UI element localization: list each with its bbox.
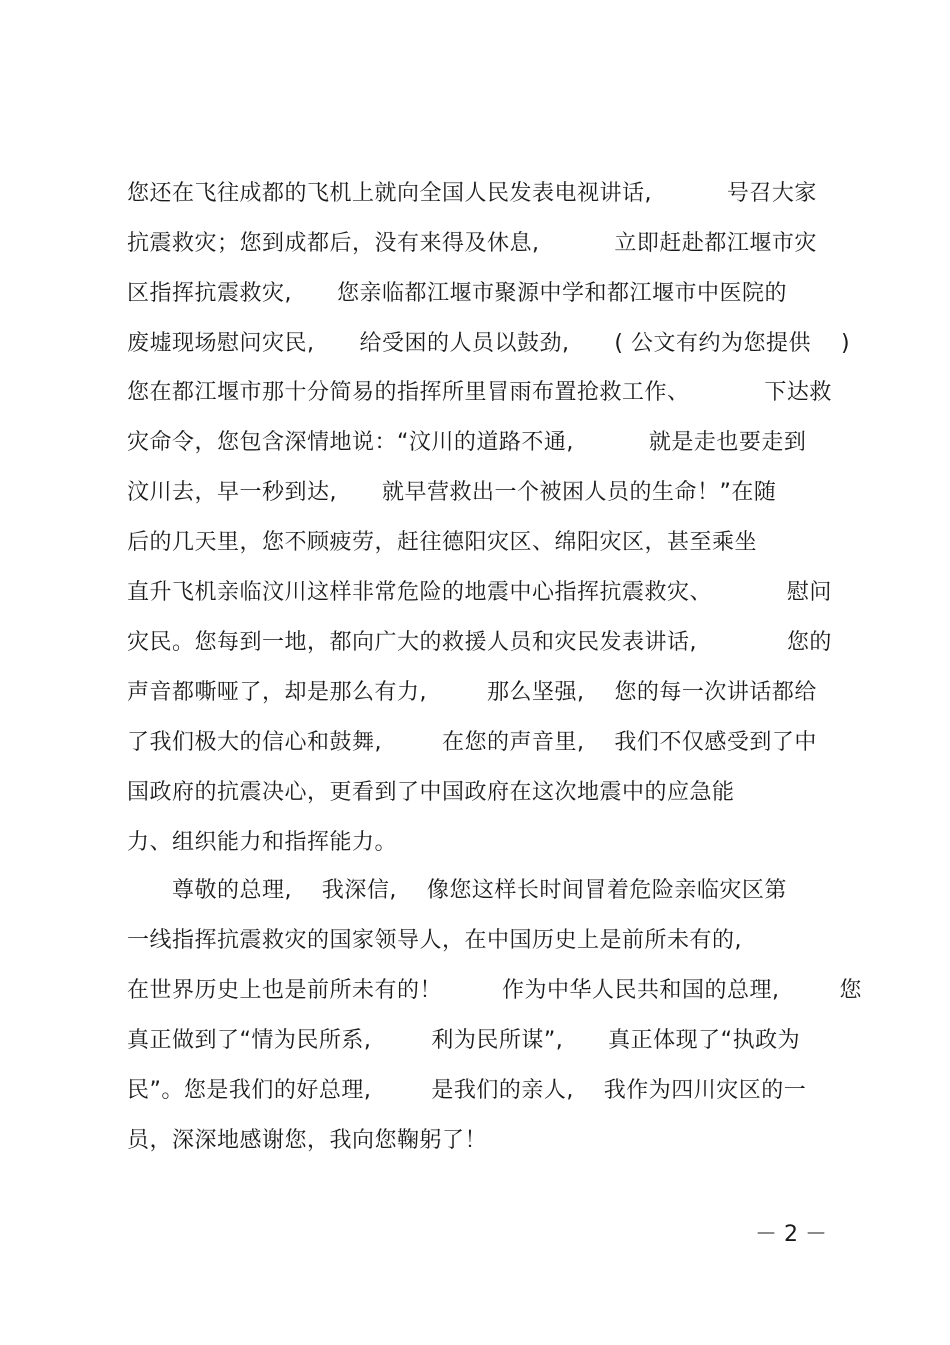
paragraph-line: 在世界历史上也是前所未有的！ 作为中华人民共和国的总理, 您 [127, 978, 862, 1003]
paragraph-line: 后的几天里，您不顾疲劳，赶往德阳灾区、绵阳灾区，甚至乘坐 [127, 530, 758, 555]
paragraph-line: 真正做到了“情为民所系, 利为民所谋”, 真正体现了“执政为 [127, 1028, 801, 1053]
paragraph-line: 了我们极大的信心和鼓舞, 在您的声音里, 我们不仅感受到了中 [127, 730, 817, 755]
paragraph-line: 抗震救灾；您到成都后，没有来得及休息, 立即赶赴都江堰市灾 [127, 231, 817, 256]
paragraph-line: 民”。您是我们的好总理, 是我们的亲人, 我作为四川灾区的一 [127, 1078, 807, 1103]
paragraph-line: 国政府的抗震决心，更看到了中国政府在这次地震中的应急能 [127, 780, 735, 805]
paragraph-line: 您在都江堰市那十分简易的指挥所里冒雨布置抢救工作、 下达救 [127, 380, 832, 405]
paragraph-line: 汶川去，早一秒到达, 就早营救出一个被困人员的生命！”在随 [127, 480, 777, 505]
page-number: － 2 － [755, 1222, 827, 1247]
paragraph-line: 员，深深地感谢您，我向您鞠躬了！ [127, 1128, 488, 1153]
paragraph-line: 一线指挥抗震救灾的国家领导人，在中国历史上是前所未有的, [127, 928, 742, 953]
paragraph-line: 尊敬的总理, 我深信, 像您这样长时间冒着危险亲临灾区第 [127, 878, 787, 903]
paragraph-line: 直升飞机亲临汶川这样非常危险的地震中心指挥抗震救灾、 慰问 [127, 580, 832, 605]
paragraph-line: 力、组织能力和指挥能力。 [127, 830, 398, 855]
paragraph-line: 废墟现场慰问灾民, 给受困的人员以鼓劲, ( 公文有约为您提供 ) [127, 331, 851, 356]
paragraph-line: 灾命令，您包含深情地说：“汶川的道路不通, 就是走也要走到 [127, 430, 807, 455]
paragraph-line: 区指挥抗震救灾, 您亲临都江堰市聚源中学和都江堰市中医院的 [127, 281, 787, 306]
paragraph-line: 您还在飞往成都的飞机上就向全国人民发表电视讲话, 号召大家 [127, 181, 817, 206]
paragraph-line: 声音都嘶哑了，却是那么有力, 那么坚强, 您的每一次讲话都给 [127, 680, 817, 705]
paragraph-line: 灾民。您每到一地，都向广大的救援人员和灾民发表讲话, 您的 [127, 630, 832, 655]
